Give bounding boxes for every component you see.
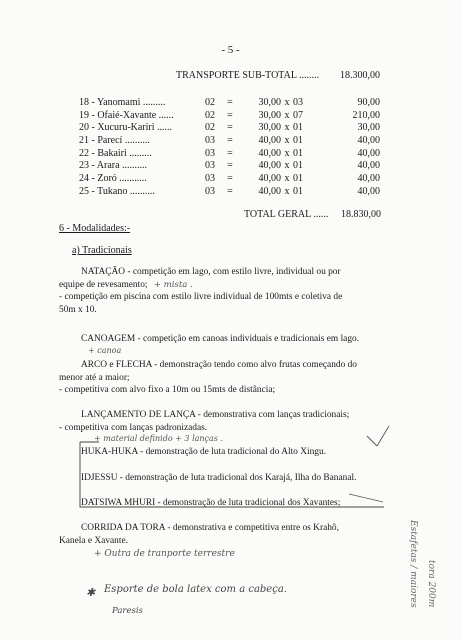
cell-qty: 01 — [293, 160, 303, 172]
cell-qty: 01 — [293, 147, 303, 159]
cell-days: 03 — [205, 185, 215, 197]
cell-qty: 07 — [293, 109, 303, 121]
cell-x: x — [284, 173, 290, 185]
table-row — [79, 97, 380, 110]
cell-name: 25 - Tukano .......... — [79, 185, 155, 197]
handwritten-note-corrida: + Outra de tranporte terrestre — [94, 549, 235, 559]
table-row — [79, 122, 380, 135]
paragraph-natacao — [59, 266, 399, 316]
cell-tot: 40,00 — [357, 185, 380, 197]
subtotal-value: 18.300,00 — [340, 70, 380, 81]
cell-price: 40,00 — [258, 185, 281, 197]
arco-line-3: - competitiva com alvo fixo a 10m ou 15mts de distância; — [59, 385, 276, 396]
cell-qty: 01 — [293, 135, 303, 147]
idjessu-line: IDJESSU - demonstração de luta tradicional dos Karajá, Ilha do Bananal. — [81, 473, 357, 483]
cell-tot: 210,00 — [352, 109, 380, 121]
cell-name: 21 - Parecí .......... — [79, 135, 150, 147]
cell-tot: 40,00 — [357, 160, 380, 172]
natacao-line-4: 50m x 10. — [59, 304, 97, 315]
datsiwa-line: DATSIWA MHURI - demonstração de luta tradicional dos Xavantes; — [81, 498, 341, 508]
paragraph-datsiwa — [59, 497, 399, 510]
handwritten-note-lanca: + material definido + 3 lanças . — [94, 434, 223, 443]
cell-eq: = — [227, 160, 233, 172]
cell-qty: 01 — [293, 185, 303, 197]
cell-qty: 01 — [293, 173, 303, 185]
cell-days: 03 — [205, 135, 215, 147]
cell-name: 24 - Zoró ........... — [79, 173, 147, 185]
page-number: - 5 - — [221, 44, 240, 56]
arco-line-1: ARCO e FLECHA - demonstração tendo como alvo frutas começando do — [81, 360, 357, 370]
cell-qty: 03 — [293, 97, 303, 108]
cell-days: 02 — [205, 97, 215, 108]
cell-days: 02 — [205, 122, 215, 134]
cell-price: 40,00 — [258, 135, 281, 147]
cell-days: 03 — [205, 147, 215, 159]
total-label: TOTAL GERAL ...... — [244, 209, 329, 220]
cell-x: x — [284, 135, 290, 147]
paragraph-corrida — [59, 522, 399, 547]
cell-x: x — [284, 109, 290, 121]
lanca-line-1: LANÇAMENTO DE LANÇA - demonstrativa com lanças tradicionais; — [81, 410, 350, 420]
cell-price: 40,00 — [258, 147, 281, 159]
natacao-line-3: - competição em piscina com estilo livre individual de 100mts e coletiva de — [59, 292, 343, 303]
paragraph-canoagem — [59, 333, 399, 346]
handwritten-star-icon: ✱ — [86, 586, 96, 599]
cell-name: 18 - Yanomami ......... — [79, 97, 166, 108]
corrida-line-1: CORRIDA DA TORA - demonstrativa e competitiva entre os Krahô, — [81, 523, 339, 533]
cell-price: 30,00 — [258, 97, 281, 108]
paragraph-idjessu — [59, 472, 399, 485]
cell-eq: = — [227, 122, 233, 134]
total-value: 18.830,00 — [341, 209, 381, 220]
cell-name: 23 - Arara .......... — [79, 160, 148, 172]
section-heading: 6 - Modalidades:- — [59, 223, 131, 234]
cell-x: x — [284, 97, 290, 108]
handwritten-side-note-1: Estafetas / maiores — [408, 520, 418, 608]
cell-eq: = — [227, 147, 233, 159]
table-row — [79, 110, 380, 123]
paragraph-huka — [59, 446, 399, 459]
cell-eq: = — [227, 109, 233, 121]
handwritten-note-bottom-2: Paresis — [112, 606, 143, 616]
cell-tot: 40,00 — [357, 135, 380, 147]
arco-line-2: menor até a maior; — [59, 372, 130, 383]
cell-days: 02 — [205, 109, 215, 121]
table-row — [79, 148, 380, 161]
lanca-line-2: - competitiva com lanças padronizadas. — [59, 422, 208, 433]
cell-eq: = — [227, 135, 233, 147]
handwritten-note-canoagem: + canoa — [88, 346, 122, 355]
cell-eq: = — [227, 97, 233, 108]
cell-price: 40,00 — [258, 173, 281, 185]
subtotal-label: TRANSPORTE SUB-TOTAL ........ — [176, 70, 320, 81]
table-row — [79, 135, 380, 148]
cell-tot: 40,00 — [357, 173, 380, 185]
table-row — [79, 186, 380, 199]
cell-tot: 40,00 — [357, 147, 380, 159]
cell-days: 03 — [205, 173, 215, 185]
canoagem-line: CANOAGEM - competição em canoas individuais e tradicionais em lago. — [81, 334, 360, 344]
sub-heading: a) Tradicionais — [72, 245, 132, 256]
table-row — [79, 160, 380, 173]
cell-name: 22 - Bakairi ......... — [79, 147, 152, 159]
cell-eq: = — [227, 173, 233, 185]
cell-price: 40,00 — [258, 160, 281, 172]
handwritten-note-natacao: + mista . — [153, 279, 193, 290]
paragraph-arco — [59, 359, 399, 397]
cell-name: 20 - Xucuru-Kariri ...... — [79, 122, 173, 134]
handwritten-note-bottom-1: Esporte de bola latex com a cabeça. — [104, 584, 287, 595]
cell-x: x — [284, 160, 290, 172]
handwritten-bracket — [59, 412, 394, 509]
cell-x: x — [284, 122, 290, 134]
cell-qty: 01 — [293, 122, 303, 134]
natacao-line-2: equipe de revesamento; — [59, 279, 148, 290]
cell-price: 30,00 — [258, 122, 281, 134]
huka-line: HUKA-HUKA - demonstração de luta tradicional do Alto Xingu. — [81, 447, 326, 457]
cell-x: x — [284, 185, 290, 197]
cell-tot: 30,00 — [357, 122, 380, 134]
corrida-line-2: Kanela e Xavante. — [59, 535, 128, 546]
cell-days: 03 — [205, 160, 215, 172]
cell-tot: 90,00 — [357, 97, 380, 108]
cell-eq: = — [227, 185, 233, 197]
cell-price: 30,00 — [258, 109, 281, 121]
cell-x: x — [284, 147, 290, 159]
cell-name: 19 - Ofaié-Xavante ...... — [79, 109, 174, 121]
transport-cost-table — [79, 97, 380, 199]
natacao-line-1: NATAÇÃO - competição em lago, com estilo livre, individual ou por — [81, 267, 341, 277]
handwritten-side-note-2: tora 200m — [426, 560, 436, 608]
table-row — [79, 173, 380, 186]
